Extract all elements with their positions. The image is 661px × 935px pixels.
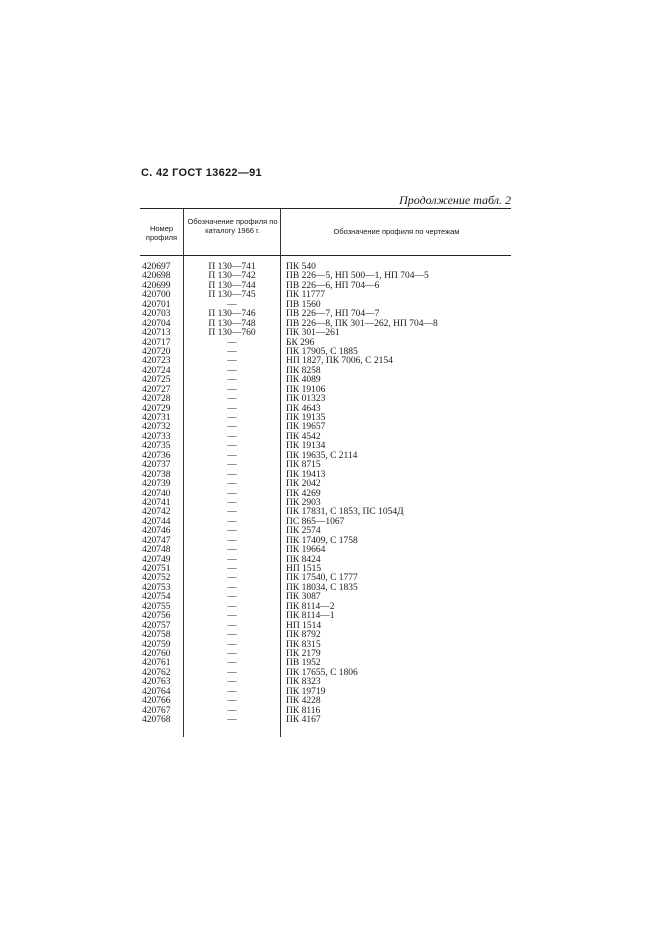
profile-number-cell: 420700 [142, 290, 171, 301]
profile-number-cell: 420704 [142, 318, 171, 329]
catalog-designation-cell: — [227, 677, 237, 688]
profile-number-cell: 420764 [142, 686, 171, 697]
catalog-designation-cell: П 130—744 [208, 280, 256, 291]
drawing-designation-cell: ПК 17905, С 1885 [286, 346, 358, 357]
table-top-rule [140, 208, 511, 209]
drawing-designation-cell: ПК 17831, С 1853, ПС 1054Д [286, 507, 404, 518]
drawing-designation-cell: ПК 2574 [286, 526, 321, 537]
drawing-designation-cell: ПК 19413 [286, 469, 326, 480]
profile-number-cell: 420725 [142, 375, 171, 386]
profile-number-cell: 420753 [142, 582, 171, 593]
profile-number-cell: 420741 [142, 497, 171, 508]
column-divider-2 [280, 209, 281, 737]
profile-number-cell: 420758 [142, 630, 171, 641]
profile-number-cell: 420756 [142, 611, 171, 622]
drawing-designation-cell: ПК 2042 [286, 479, 321, 490]
drawing-designation-cell: ПВ 226—5, НП 500—1, НП 704—5 [286, 271, 429, 282]
profile-number-cell: 420720 [142, 346, 171, 357]
profile-number-cell: 420728 [142, 394, 171, 405]
catalog-designation-cell: — [227, 582, 237, 593]
catalog-designation-cell: — [227, 639, 237, 650]
drawing-designation-cell: ПК 8315 [286, 639, 321, 650]
catalog-designation-cell: — [227, 356, 237, 367]
drawing-designation-cell: ПВ 226—6, НП 704—6 [286, 280, 380, 291]
drawing-designation-cell: ПК 4167 [286, 715, 321, 725]
catalog-designation-cell: — [227, 545, 237, 556]
profile-number-cell: 420732 [142, 422, 171, 433]
catalog-designation-cell: — [227, 346, 237, 357]
drawing-designation-cell: ПК 4542 [286, 431, 321, 442]
profile-number-cell: 420698 [142, 271, 171, 282]
drawing-designation-cell: ПК 19134 [286, 441, 326, 452]
drawing-designation-cell: ПК 8792 [286, 630, 321, 641]
drawing-designation-cell: ПК 8715 [286, 460, 321, 471]
catalog-designation-cell: — [227, 394, 237, 405]
profile-number-cell: 420727 [142, 384, 171, 395]
catalog-designation-cell: — [227, 535, 237, 546]
table-continuation-label: Продолжение табл. 2 [399, 193, 511, 207]
profile-number-cell: 420701 [142, 299, 171, 310]
profile-number-cell: 420766 [142, 696, 171, 707]
profile-number-cell: 420748 [142, 545, 171, 556]
catalog-designation-cell: — [227, 620, 237, 631]
drawing-designation-cell: ПК 01323 [286, 394, 326, 405]
profile-number-cell: 420744 [142, 516, 171, 527]
catalog-designation-cell: — [227, 554, 237, 565]
catalog-designation-cell: — [227, 488, 237, 499]
profile-number-cell: 420755 [142, 601, 171, 612]
column-header-drawing: Обозначение профиля по чертежам [333, 227, 460, 236]
drawing-designation-cell: ПК 2179 [286, 648, 321, 659]
drawing-designation-cell: ПК 8424 [286, 554, 321, 565]
catalog-designation-cell: — [227, 460, 237, 471]
profile-number-cell: 420729 [142, 403, 171, 414]
drawing-designation-cell: НП 1827, ПК 7006, С 2154 [286, 356, 393, 367]
drawing-designation-cell: ПС 865—1067 [286, 516, 345, 527]
catalog-designation-cell: — [227, 507, 237, 518]
catalog-designation-cell: П 130—745 [208, 290, 256, 301]
catalog-designation-cell: П 130—760 [208, 328, 256, 339]
profile-number-cell: 420699 [142, 280, 171, 291]
drawing-designation-cell: ПК 8116 [286, 705, 321, 716]
drawing-designation-cell: ПК 301—261 [286, 328, 340, 339]
profile-number-cell: 420752 [142, 573, 171, 584]
profile-number-cell: 420751 [142, 564, 171, 574]
catalog-designation-cell: — [227, 403, 237, 414]
catalog-designation-cell: — [227, 422, 237, 433]
catalog-designation-cell: — [227, 441, 237, 452]
drawing-designation-cell: ПК 17655, С 1806 [286, 667, 358, 678]
drawing-designation-cell: БК 296 [286, 337, 315, 348]
page-header: С. 42 ГОСТ 13622—91 [141, 167, 262, 179]
drawing-designation-cell: ПВ 1560 [286, 299, 321, 310]
drawing-designation-cell: ПК 8114—1 [286, 611, 335, 622]
profile-number-cell: 420731 [142, 413, 171, 423]
catalog-designation-cell: — [227, 592, 237, 603]
profile-number-cell: 420723 [142, 356, 171, 367]
catalog-designation-cell: — [227, 526, 237, 537]
profile-number-cell: 420742 [142, 507, 171, 518]
catalog-designation-cell: — [227, 375, 237, 386]
catalog-designation-cell: — [227, 696, 237, 707]
drawing-designation-cell: ПК 17409, С 1758 [286, 535, 358, 546]
profile-number-cell: 420697 [142, 262, 171, 272]
drawing-designation-cell: ПК 19657 [286, 422, 326, 433]
drawing-designation-cell: ПК 19106 [286, 384, 326, 395]
catalog-designation-cell: — [227, 516, 237, 527]
catalog-designation-cell: — [227, 630, 237, 641]
drawing-designation-cell: ПК 17540, С 1777 [286, 573, 358, 584]
catalog-designation-cell: — [227, 497, 237, 508]
catalog-designation-cell: — [227, 365, 237, 376]
profile-number-cell: 420747 [142, 535, 171, 546]
drawing-designation-cell: ПК 4228 [286, 696, 321, 707]
profile-number-cell: 420703 [142, 309, 171, 320]
profile-number-cell: 420736 [142, 450, 171, 461]
drawing-designation-cell: ПК 3087 [286, 592, 321, 603]
profile-number-cell: 420768 [142, 715, 171, 725]
catalog-designation-cell: — [227, 648, 237, 659]
profile-number-cell: 420724 [142, 365, 171, 376]
drawing-designation-cell: ПК 19135 [286, 413, 326, 423]
profile-number-cell: 420739 [142, 479, 171, 490]
drawing-designation-cell: ПВ 226—8, ПК 301—262, НП 704—8 [286, 318, 438, 329]
catalog-designation-cell: П 130—748 [208, 318, 256, 329]
profile-number-cell: 420713 [142, 328, 171, 339]
profile-number-cell: 420767 [142, 705, 171, 716]
catalog-designation-cell: — [227, 658, 237, 669]
drawing-designation-cell: НП 1515 [286, 564, 322, 574]
column-header-number: Номер профиля [145, 224, 178, 242]
profile-number-cell: 420733 [142, 431, 171, 442]
drawing-designation-cell: ПК 19664 [286, 545, 326, 556]
catalog-designation-cell: — [227, 384, 237, 395]
catalog-designation-cell: — [227, 611, 237, 622]
catalog-designation-cell: П 130—741 [208, 262, 256, 272]
catalog-designation-cell: — [227, 431, 237, 442]
column-header-catalog: Обозначение профиля по каталогу 1966 г. [187, 217, 278, 235]
drawing-designation-cell: ПК 19635, С 2114 [286, 450, 358, 461]
drawing-designation-cell: ПК 4089 [286, 375, 321, 386]
profile-number-cell: 420760 [142, 648, 171, 659]
catalog-designation-cell: — [227, 705, 237, 716]
profile-number-cell: 420717 [142, 337, 171, 348]
catalog-designation-cell: — [227, 573, 237, 584]
drawing-designation-cell: ПК 4269 [286, 488, 321, 499]
drawing-designation-cell: ПВ 1952 [286, 658, 321, 669]
catalog-designation-cell: — [227, 686, 237, 697]
profile-number-cell: 420754 [142, 592, 171, 603]
catalog-designation-cell: — [227, 667, 237, 678]
drawing-designation-cell: ПВ 226—7, НП 704—7 [286, 309, 380, 320]
profile-number-cell: 420737 [142, 460, 171, 471]
profile-number-cell: 420740 [142, 488, 171, 499]
catalog-designation-cell: — [227, 413, 237, 423]
catalog-designation-cell: — [227, 469, 237, 480]
profile-number-cell: 420759 [142, 639, 171, 650]
drawing-designation-cell: НП 1514 [286, 620, 322, 631]
profile-number-cell: 420763 [142, 677, 171, 688]
drawing-designation-cell: ПК 4643 [286, 403, 321, 414]
drawing-designation-cell: ПК 18034, С 1835 [286, 582, 358, 593]
drawing-designation-cell: ПК 2903 [286, 497, 321, 508]
profile-number-cell: 420746 [142, 526, 171, 537]
catalog-designation-cell: П 130—742 [208, 271, 256, 282]
catalog-designation-cell: — [227, 337, 237, 348]
drawing-designation-cell: ПК 11777 [286, 290, 325, 301]
catalog-designation-cell: — [227, 299, 237, 310]
catalog-designation-cell: — [227, 450, 237, 461]
catalog-designation-cell: — [227, 564, 237, 574]
drawing-designation-cell: ПК 8258 [286, 365, 321, 376]
profile-number-cell: 420738 [142, 469, 171, 480]
profile-number-cell: 420749 [142, 554, 171, 565]
drawing-designation-cell: ПК 8323 [286, 677, 321, 688]
profile-number-cell: 420735 [142, 441, 171, 452]
profile-number-cell: 420762 [142, 667, 171, 678]
catalog-designation-cell: — [227, 601, 237, 612]
profile-number-cell: 420761 [142, 658, 171, 669]
catalog-designation-cell: — [227, 715, 237, 725]
drawing-designation-cell: ПК 8114—2 [286, 601, 335, 612]
catalog-designation-cell: П 130—746 [208, 309, 256, 320]
profile-number-cell: 420757 [142, 620, 171, 631]
drawing-designation-cell: ПК 19719 [286, 686, 326, 697]
table-header-rule [140, 255, 511, 256]
drawing-designation-cell: ПК 540 [286, 262, 316, 272]
catalog-designation-cell: — [227, 479, 237, 490]
